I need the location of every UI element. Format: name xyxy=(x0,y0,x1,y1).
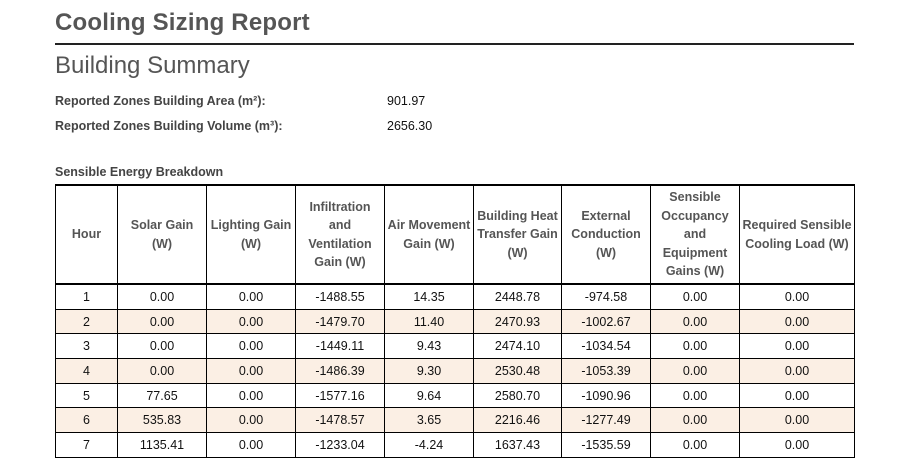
table-row xyxy=(56,383,855,408)
header-hour: Hour xyxy=(56,185,118,284)
header-lighting-gain: Lighting Gain (W) xyxy=(207,185,296,284)
header-cooling-load: Required Sensible Cooling Load (W) xyxy=(740,185,855,284)
table-row xyxy=(56,408,855,433)
table-cell: -1449.11 xyxy=(296,334,385,359)
table-cell: 2216.46 xyxy=(474,408,562,433)
table-cell: 0.00 xyxy=(207,433,296,458)
table-cell: 2470.93 xyxy=(474,309,562,334)
table-cell: 14.35 xyxy=(385,284,474,309)
header-external-conduction: External Conduction (W) xyxy=(562,185,651,284)
table-cell: 0.00 xyxy=(740,334,855,359)
table-cell: 0.00 xyxy=(207,408,296,433)
table-cell: 0.00 xyxy=(740,284,855,309)
table-cell: 7 xyxy=(56,433,118,458)
table-cell: 0.00 xyxy=(207,334,296,359)
table-cell: -1577.16 xyxy=(296,383,385,408)
table-cell: 0.00 xyxy=(207,359,296,384)
table-cell: 3 xyxy=(56,334,118,359)
table-cell: -1002.67 xyxy=(562,309,651,334)
sensible-energy-table xyxy=(55,184,855,458)
table-cell: -1488.55 xyxy=(296,284,385,309)
table-cell: 0.00 xyxy=(118,309,207,334)
table-cell: 0.00 xyxy=(651,383,740,408)
table-row xyxy=(56,334,855,359)
table-cell: 0.00 xyxy=(740,433,855,458)
table-cell: 0.00 xyxy=(651,359,740,384)
table-cell: -1034.54 xyxy=(562,334,651,359)
table-cell: 0.00 xyxy=(651,433,740,458)
header-solar-gain: Solar Gain (W) xyxy=(118,185,207,284)
table-cell: 0.00 xyxy=(118,284,207,309)
table-cell: 2 xyxy=(56,309,118,334)
table-row xyxy=(56,359,855,384)
table-cell: 3.65 xyxy=(385,408,474,433)
table-row xyxy=(56,284,855,309)
table-cell: 2530.48 xyxy=(474,359,562,384)
table-row xyxy=(56,309,855,334)
table-cell: 0.00 xyxy=(740,383,855,408)
report-title: Cooling Sizing Report xyxy=(55,9,310,36)
table-cell: -1277.49 xyxy=(562,408,651,433)
table-cell: -1486.39 xyxy=(296,359,385,384)
header-infiltration-gain: Infiltration and Ventilation Gain (W) xyxy=(296,185,385,284)
table-cell: 1135.41 xyxy=(118,433,207,458)
table-cell: 0.00 xyxy=(740,359,855,384)
table-cell: 9.64 xyxy=(385,383,474,408)
building-volume-value: 2656.30 xyxy=(387,119,433,133)
table-cell: 0.00 xyxy=(740,309,855,334)
building-area-value: 901.97 xyxy=(387,94,426,108)
table-cell: -1090.96 xyxy=(562,383,651,408)
table-cell: 0.00 xyxy=(740,408,855,433)
table-cell: 2474.10 xyxy=(474,334,562,359)
table-cell: 0.00 xyxy=(207,383,296,408)
table-cell: 2448.78 xyxy=(474,284,562,309)
table-cell: 0.00 xyxy=(118,359,207,384)
table-cell: -1535.59 xyxy=(562,433,651,458)
header-air-movement-gain: Air Movement Gain (W) xyxy=(385,185,474,284)
table-cell: 5 xyxy=(56,383,118,408)
table-cell: 1 xyxy=(56,284,118,309)
table-cell: -1478.57 xyxy=(296,408,385,433)
table-cell: 0.00 xyxy=(651,334,740,359)
table-cell: 0.00 xyxy=(651,309,740,334)
table-cell: 9.30 xyxy=(385,359,474,384)
table-cell: 6 xyxy=(56,408,118,433)
table-cell: 4 xyxy=(56,359,118,384)
table-cell: 2580.70 xyxy=(474,383,562,408)
table-cell: -4.24 xyxy=(385,433,474,458)
section-title: Building Summary xyxy=(55,52,250,79)
table-cell: -1479.70 xyxy=(296,309,385,334)
header-heat-transfer-gain: Building Heat Transfer Gain (W) xyxy=(474,185,562,284)
table-cell: 535.83 xyxy=(118,408,207,433)
table-header-row xyxy=(56,185,855,284)
table-cell: 0.00 xyxy=(651,284,740,309)
table-cell: -1053.39 xyxy=(562,359,651,384)
table-row xyxy=(56,433,855,458)
building-area-label: Reported Zones Building Area (m²): xyxy=(55,94,266,108)
table-cell: 11.40 xyxy=(385,309,474,334)
building-volume-label: Reported Zones Building Volume (m³): xyxy=(55,119,283,133)
breakdown-title: Sensible Energy Breakdown xyxy=(55,165,224,179)
table-cell: 9.43 xyxy=(385,334,474,359)
table-cell: 0.00 xyxy=(207,309,296,334)
header-occupancy-gains: Sensible Occupancy and Equipment Gains (W) xyxy=(651,185,740,284)
table-cell: -1233.04 xyxy=(296,433,385,458)
table-cell: 0.00 xyxy=(651,408,740,433)
table-cell: 0.00 xyxy=(207,284,296,309)
table-cell: 1637.43 xyxy=(474,433,562,458)
table-cell: -974.58 xyxy=(562,284,651,309)
table-cell: 77.65 xyxy=(118,383,207,408)
table-cell: 0.00 xyxy=(118,334,207,359)
title-divider xyxy=(55,43,854,45)
